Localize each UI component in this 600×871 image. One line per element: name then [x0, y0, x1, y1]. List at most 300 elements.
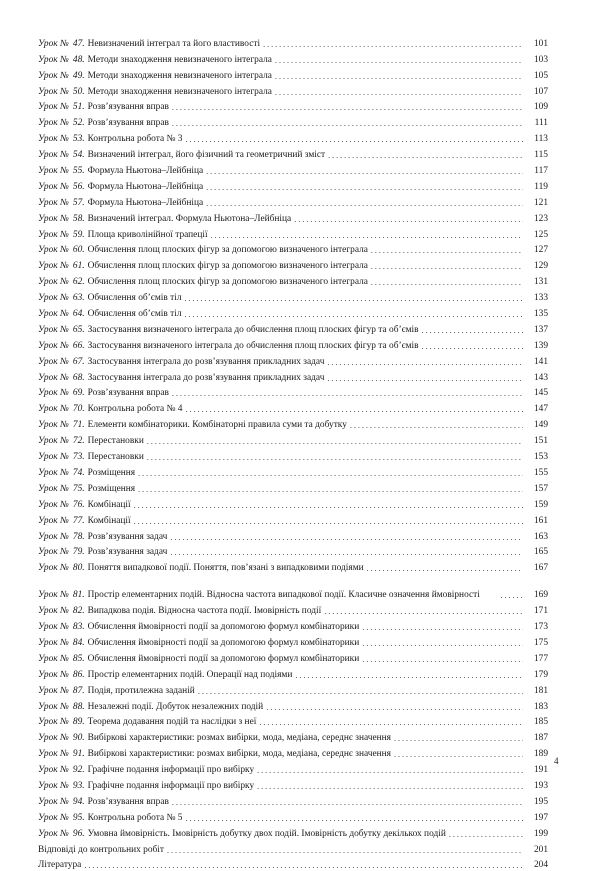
dot-leader: [501, 590, 523, 601]
toc-row: [38, 241, 548, 257]
dot-leader: [449, 829, 523, 840]
lesson-number: [38, 638, 85, 649]
lesson-num: 58.: [72, 213, 85, 224]
toc-title: Обчислення об’ємів тіл: [87, 309, 182, 320]
toc-page: 139: [533, 340, 548, 351]
lesson-number: [38, 150, 85, 161]
lesson-prefix: Урок №: [38, 213, 69, 224]
lesson-prefix: Урок №: [38, 590, 69, 601]
lesson-number: [38, 484, 85, 495]
dot-leader: [170, 547, 523, 558]
toc-row: [38, 776, 548, 792]
lesson-prefix: Урок №: [38, 780, 69, 791]
toc-row: [38, 256, 548, 272]
lesson-num: 61.: [72, 261, 85, 272]
toc-page: 147: [533, 404, 548, 415]
dot-leader: [134, 516, 523, 527]
lesson-num: 71.: [72, 420, 85, 431]
lesson-number: [38, 277, 85, 288]
lesson-num: 62.: [72, 277, 85, 288]
toc-row: [38, 399, 548, 415]
lesson-num: 78.: [72, 531, 85, 542]
lesson-prefix: Урок №: [38, 261, 69, 272]
toc-page: 135: [533, 309, 548, 320]
lesson-num: 83.: [72, 622, 85, 633]
lesson-num: 80.: [72, 563, 85, 574]
toc-title: Графічне подання інформації про вибірку: [87, 765, 255, 776]
dot-leader: [198, 686, 523, 697]
lesson-prefix: Урок №: [38, 765, 69, 776]
lesson-num: 85.: [72, 653, 85, 664]
toc-page: 161: [533, 515, 548, 526]
toc-row: [38, 431, 548, 447]
lesson-num: 52.: [72, 118, 85, 129]
lesson-num: 74.: [72, 467, 85, 478]
toc-row: [38, 463, 548, 479]
toc-title: Обчислення площ плоских фігур за допомогою визначеного інтеграла: [87, 245, 368, 256]
lesson-number: [38, 261, 85, 272]
toc-page: 151: [533, 436, 548, 447]
toc-title: Обчислення ймовірності події за допомогою формул комбінаторики: [87, 653, 360, 664]
lesson-number: [38, 829, 85, 840]
toc-page: 165: [533, 547, 548, 558]
lesson-num: 92.: [72, 765, 85, 776]
dot-leader: [362, 654, 523, 665]
lesson-num: 51.: [72, 102, 85, 113]
dot-leader: [84, 860, 523, 871]
toc-page: 159: [533, 499, 548, 510]
dot-leader: [172, 797, 523, 808]
toc-row: [38, 856, 548, 871]
lesson-prefix: Урок №: [38, 669, 69, 680]
toc-row: [38, 129, 548, 145]
toc-title: Застосування інтеграла до розв’язування прикладних задач: [87, 372, 325, 383]
toc-title: Розв’язування вправ: [87, 388, 169, 399]
toc-page: 167: [533, 563, 548, 574]
toc-title: Контрольна робота № 3: [87, 134, 183, 145]
lesson-number: [38, 813, 85, 824]
toc-row: [38, 527, 548, 543]
lesson-number: [38, 134, 85, 145]
toc-page: 201: [533, 844, 548, 855]
toc-title: Формула Ньютона–Лейбніца: [87, 197, 204, 208]
lesson-prefix: Урок №: [38, 563, 69, 574]
toc-title: Комбінації: [87, 499, 131, 510]
toc-page: 173: [533, 622, 548, 633]
lesson-number: [38, 670, 85, 681]
toc-row: [38, 225, 548, 241]
lesson-num: 77.: [72, 515, 85, 526]
lesson-num: 67.: [72, 356, 85, 367]
lesson-number: [38, 436, 85, 447]
lesson-prefix: Урок №: [38, 102, 69, 113]
lesson-num: 50.: [72, 86, 85, 97]
dot-leader: [134, 500, 523, 511]
toc-title: Розміщення: [87, 467, 136, 478]
lesson-num: 81.: [72, 590, 85, 601]
dot-leader: [138, 484, 523, 495]
toc-row: [38, 681, 548, 697]
lesson-prefix: Урок №: [38, 245, 69, 256]
toc-page: 111: [534, 118, 548, 129]
toc-title: Методи знаходження невизначеного інтеграла: [87, 86, 272, 97]
lesson-number: [38, 702, 85, 713]
lesson-number: [38, 749, 85, 760]
toc-title: Перестановки: [87, 452, 144, 463]
lesson-prefix: Урок №: [38, 467, 69, 478]
lesson-prefix: Урок №: [38, 134, 69, 145]
lesson-num: 68.: [72, 372, 85, 383]
lesson-num: 76.: [72, 499, 85, 510]
toc-row: [38, 177, 548, 193]
lesson-prefix: Урок №: [38, 622, 69, 633]
lesson-number: [38, 590, 85, 601]
lesson-number: [38, 606, 85, 617]
dot-leader: [266, 702, 523, 713]
toc-page: 193: [533, 780, 548, 791]
lesson-num: 64.: [72, 309, 85, 320]
toc-page: 163: [533, 531, 548, 542]
toc-row: [38, 574, 548, 601]
toc-page: 123: [533, 213, 548, 224]
lesson-prefix: Урок №: [38, 388, 69, 399]
dot-leader: [328, 150, 523, 161]
dot-leader: [371, 277, 523, 288]
toc-row: [38, 113, 548, 129]
lesson-num: 90.: [72, 733, 85, 744]
lesson-prefix: Урок №: [38, 653, 69, 664]
dot-leader: [185, 134, 523, 145]
toc-page: 131: [533, 277, 548, 288]
dot-leader: [185, 309, 523, 320]
toc-title: Елементи комбінаторики. Комбінаторні правила суми та добутку: [87, 420, 347, 431]
toc-page: 191: [533, 765, 548, 776]
toc-row: [38, 728, 548, 744]
lesson-number: [38, 500, 85, 511]
lesson-prefix: Урок №: [38, 515, 69, 526]
toc-page: 127: [533, 245, 548, 256]
lesson-prefix: Урок №: [38, 828, 69, 839]
toc-title: Розв’язування вправ: [87, 118, 169, 129]
lesson-num: 96.: [72, 828, 85, 839]
toc-title: Простір елементарних подій. Операції над подіями: [87, 669, 293, 680]
toc-row: [38, 98, 548, 114]
toc-title: Визначений інтеграл. Формула Ньютона–Лейбніца: [87, 213, 292, 224]
lesson-number: [38, 325, 85, 336]
dot-leader: [394, 733, 523, 744]
toc-title: Випадкова подія. Відносна частота події. Імовірність події: [87, 606, 322, 617]
dot-leader: [327, 357, 523, 368]
toc-title: Площа криволінійної трапеції: [87, 229, 208, 240]
toc-row: [38, 145, 548, 161]
toc-page: 149: [533, 420, 548, 431]
lesson-num: 89.: [72, 717, 85, 728]
dot-leader: [362, 622, 523, 633]
toc-title: Обчислення ймовірності події за допомогою формул комбінаторики: [87, 637, 360, 648]
lesson-num: 66.: [72, 340, 85, 351]
dot-leader: [167, 845, 523, 856]
lesson-number: [38, 532, 85, 543]
toc-title: Відповіді до контрольних робіт: [38, 844, 164, 855]
lesson-num: 56.: [72, 181, 85, 192]
lesson-num: 82.: [72, 606, 85, 617]
dot-leader: [422, 325, 523, 336]
lesson-number: [38, 717, 85, 728]
lesson-number: [38, 214, 85, 225]
lesson-num: 72.: [72, 436, 85, 447]
lesson-prefix: Урок №: [38, 436, 69, 447]
dot-leader: [147, 436, 523, 447]
toc-title: Простір елементарних подій. Відносна частота випадкової події. Класичне означення ймовірності: [87, 590, 480, 601]
toc-title: Обчислення об’ємів тіл: [87, 293, 182, 304]
lesson-num: 59.: [72, 229, 85, 240]
lesson-prefix: Урок №: [38, 70, 69, 81]
lesson-number: [38, 547, 85, 558]
lesson-number: [38, 102, 85, 113]
toc-page: 169: [533, 590, 548, 601]
dot-leader: [371, 245, 523, 256]
toc-row: [38, 336, 548, 352]
dot-leader: [172, 388, 523, 399]
dot-leader: [327, 373, 523, 384]
toc-title: Література: [38, 860, 82, 871]
toc-page: 119: [534, 181, 548, 192]
toc-row: [38, 479, 548, 495]
toc-title: Незалежні події. Добуток незалежних подій: [87, 701, 264, 712]
toc-row: [38, 511, 548, 527]
lesson-number: [38, 404, 85, 415]
lesson-number: [38, 733, 85, 744]
lesson-number: [38, 182, 85, 193]
dot-leader: [206, 166, 523, 177]
toc-title: Формула Ньютона–Лейбніца: [87, 181, 204, 192]
toc-page: 197: [533, 812, 548, 823]
lesson-number: [38, 516, 85, 527]
toc-row: [38, 288, 548, 304]
toc-row: [38, 649, 548, 665]
toc-page: 145: [533, 388, 548, 399]
toc-title: Умовна ймовірність. Імовірність добутку двох подій. Імовірність добутку декількох подій: [87, 828, 446, 839]
lesson-number: [38, 686, 85, 697]
toc-row: [38, 320, 548, 336]
toc-page: 101: [533, 38, 548, 49]
toc-title: Визначений інтеграл, його фізичний та геометричний зміст: [87, 150, 326, 161]
lesson-prefix: Урок №: [38, 685, 69, 696]
toc-title: Обчислення площ плоских фігур за допомогою визначеного інтеграла: [87, 261, 368, 272]
toc-page: 113: [534, 134, 548, 145]
toc-page: 177: [533, 653, 548, 664]
dot-leader: [257, 765, 523, 776]
toc-row: [38, 304, 548, 320]
toc-page: 157: [533, 483, 548, 494]
dot-leader: [263, 39, 523, 50]
toc-page: 195: [533, 796, 548, 807]
toc-row: [38, 82, 548, 98]
toc-title: Контрольна робота № 4: [87, 404, 183, 415]
lesson-prefix: Урок №: [38, 404, 69, 415]
lesson-num: 69.: [72, 388, 85, 399]
lesson-prefix: Урок №: [38, 749, 69, 760]
lesson-number: [38, 166, 85, 177]
lesson-prefix: Урок №: [38, 637, 69, 648]
toc-page: 175: [533, 637, 548, 648]
toc-page: 171: [533, 606, 548, 617]
toc-title: Розв’язування задач: [87, 547, 168, 558]
lesson-number: [38, 563, 85, 574]
dot-leader: [324, 606, 523, 617]
toc-row: [38, 558, 548, 574]
lesson-number: [38, 622, 85, 633]
toc-row: [38, 193, 548, 209]
dot-leader: [367, 563, 523, 574]
toc-page: 204: [533, 860, 548, 871]
dot-leader: [185, 293, 523, 304]
toc-page: 189: [533, 749, 548, 760]
toc-row: [38, 66, 548, 82]
lesson-num: 63.: [72, 293, 85, 304]
dot-leader: [206, 182, 523, 193]
toc-page: 181: [533, 685, 548, 696]
lesson-prefix: Урок №: [38, 340, 69, 351]
toc-page: 121: [533, 197, 548, 208]
lesson-prefix: Урок №: [38, 420, 69, 431]
toc-title: Графічне подання інформації про вибірку: [87, 780, 255, 791]
lesson-prefix: Урок №: [38, 499, 69, 510]
toc-row: [38, 617, 548, 633]
lesson-number: [38, 468, 85, 479]
dot-leader: [371, 261, 523, 272]
toc-page: 199: [533, 828, 548, 839]
lesson-prefix: Урок №: [38, 54, 69, 65]
dot-leader: [172, 102, 523, 113]
toc-title: Перестановки: [87, 436, 144, 447]
dot-leader: [257, 781, 523, 792]
toc-title: Вибіркові характеристики: розмах вибірки, мода, медіана, середнє значення: [87, 733, 391, 744]
lesson-num: 86.: [72, 669, 85, 680]
lesson-num: 60.: [72, 245, 85, 256]
dot-leader: [185, 404, 523, 415]
lesson-prefix: Урок №: [38, 324, 69, 335]
lesson-prefix: Урок №: [38, 733, 69, 744]
dot-leader: [170, 532, 523, 543]
lesson-number: [38, 309, 85, 320]
lesson-prefix: Урок №: [38, 452, 69, 463]
toc-row: [38, 368, 548, 384]
toc-title: Застосування визначеного інтеграла до обчислення площ плоских фігур та об’ємів: [87, 324, 419, 335]
toc-page: 155: [533, 467, 548, 478]
lesson-number: [38, 797, 85, 808]
lesson-num: 94.: [72, 796, 85, 807]
toc-row: [38, 808, 548, 824]
toc-title: Розміщення: [87, 483, 136, 494]
toc-page: 153: [533, 452, 548, 463]
toc-title: Невизначений інтеграл та його властивості: [87, 38, 261, 49]
lesson-prefix: Урок №: [38, 166, 69, 177]
lesson-num: 84.: [72, 637, 85, 648]
lesson-prefix: Урок №: [38, 372, 69, 383]
lesson-prefix: Урок №: [38, 701, 69, 712]
toc-page: 137: [533, 324, 548, 335]
toc-page: 141: [533, 356, 548, 367]
lesson-number: [38, 341, 85, 352]
toc-row: [38, 665, 548, 681]
toc-title: Методи знаходження невизначеного інтеграла: [87, 54, 272, 65]
lesson-prefix: Урок №: [38, 229, 69, 240]
lesson-number: [38, 357, 85, 368]
toc-title: Обчислення площ плоских фігур за допомогою визначеного інтеграла: [87, 277, 368, 288]
lesson-number: [38, 118, 85, 129]
toc-page: 185: [533, 717, 548, 728]
lesson-prefix: Урок №: [38, 356, 69, 367]
toc-row: [38, 543, 548, 559]
toc-page: 107: [533, 86, 548, 97]
toc-title: Розв’язування вправ: [87, 102, 169, 113]
lesson-number: [38, 230, 85, 241]
lesson-num: 55.: [72, 166, 85, 177]
toc-row: [38, 697, 548, 713]
toc-title: Застосування визначеного інтеграла до обчислення площ плоских фігур та об’ємів: [87, 340, 419, 351]
toc-row: [38, 209, 548, 225]
dot-leader: [422, 341, 523, 352]
dot-leader: [185, 813, 523, 824]
lesson-num: 95.: [72, 812, 85, 823]
lesson-prefix: Урок №: [38, 197, 69, 208]
lesson-number: [38, 373, 85, 384]
dot-leader: [147, 452, 523, 463]
lesson-number: [38, 293, 85, 304]
toc-row: [38, 744, 548, 760]
toc-row: [38, 415, 548, 431]
lesson-number: [38, 39, 85, 50]
toc-page: 143: [533, 372, 548, 383]
lesson-num: 54.: [72, 150, 85, 161]
lesson-prefix: Урок №: [38, 531, 69, 542]
lesson-prefix: Урок №: [38, 547, 69, 558]
toc-title: Обчислення ймовірності події за допомогою формул комбінаторики: [87, 622, 360, 633]
lesson-prefix: Урок №: [38, 796, 69, 807]
lesson-prefix: Урок №: [38, 309, 69, 320]
lesson-num: 70.: [72, 404, 85, 415]
lesson-number: [38, 452, 85, 463]
lesson-num: 88.: [72, 701, 85, 712]
lesson-num: 91.: [72, 749, 85, 760]
dot-leader: [211, 230, 523, 241]
lesson-prefix: Урок №: [38, 812, 69, 823]
lesson-num: 79.: [72, 547, 85, 558]
toc-title: Теорема додавання подій та наслідки з неї: [87, 717, 257, 728]
lesson-number: [38, 765, 85, 776]
toc-page: 129: [533, 261, 548, 272]
toc-page: 103: [533, 54, 548, 65]
lesson-prefix: Урок №: [38, 150, 69, 161]
dot-leader: [294, 214, 523, 225]
lesson-num: 48.: [72, 54, 85, 65]
lesson-prefix: Урок №: [38, 118, 69, 129]
toc-row: [38, 272, 548, 288]
dot-leader: [138, 468, 523, 479]
lesson-prefix: Урок №: [38, 293, 69, 304]
toc-page: 105: [533, 70, 548, 81]
lesson-number: [38, 55, 85, 66]
dot-leader: [275, 71, 523, 82]
lesson-number: [38, 654, 85, 665]
lesson-number: [38, 420, 85, 431]
lesson-num: 65.: [72, 324, 85, 335]
lesson-num: 87.: [72, 685, 85, 696]
lesson-number: [38, 781, 85, 792]
lesson-number: [38, 245, 85, 256]
toc-title: Контрольна робота № 5: [87, 812, 183, 823]
